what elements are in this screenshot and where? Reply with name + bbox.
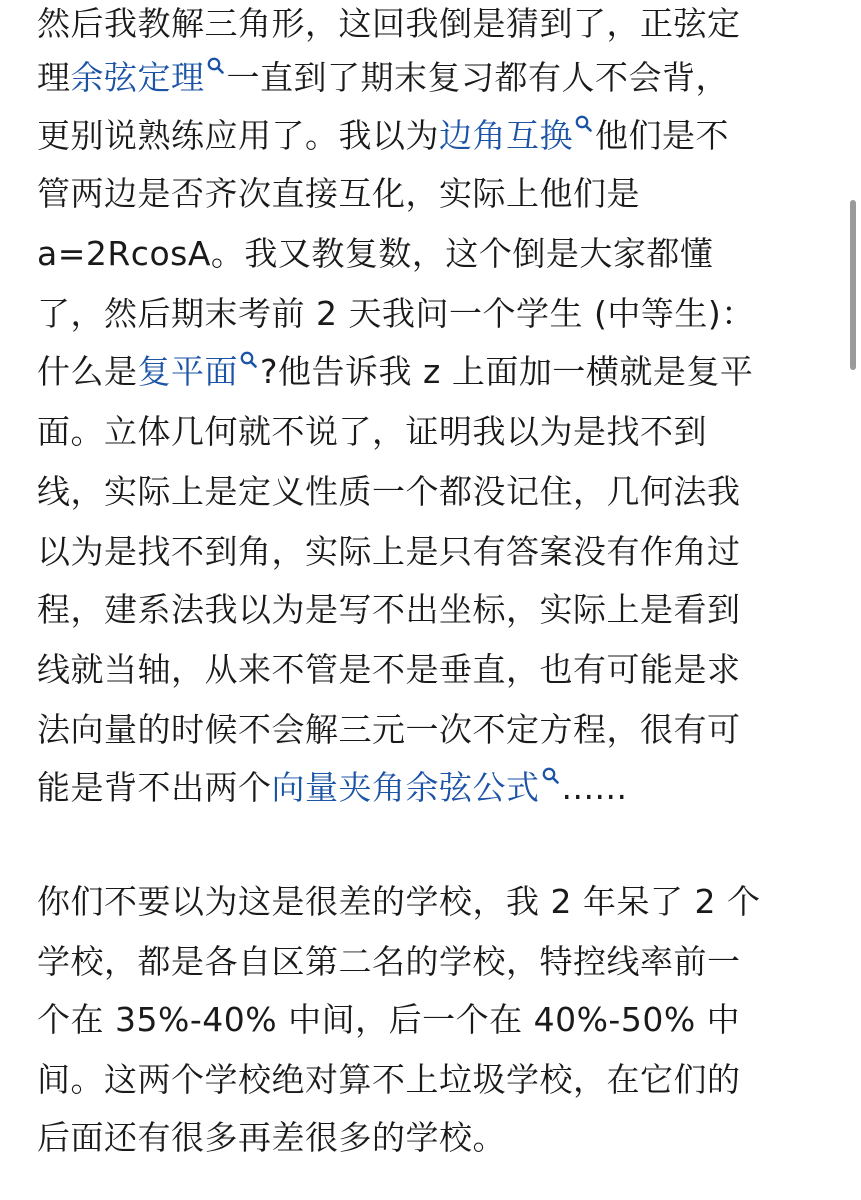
- text-span: 面。立体几何就不说了，证明我以为是找不到: [37, 412, 707, 451]
- text-line: [37, 872, 760, 932]
- search-icon[interactable]: [239, 350, 259, 370]
- text-span: 什么是: [37, 352, 138, 391]
- text-span: ......: [561, 768, 628, 807]
- text-line: [37, 990, 740, 1050]
- text-span: 能是背不出两个: [37, 768, 272, 807]
- text-line: [37, 932, 741, 992]
- text-line: [37, 700, 741, 760]
- keyword-link-vector-angle-cosine-formula[interactable]: 向量夹角余弦公式: [271, 768, 540, 807]
- text-span: 后面还有很多再差很多的学校。: [37, 1118, 506, 1157]
- text-span: 了，然后期末考前 2 天我问一个学生 (中等生)：: [37, 294, 755, 333]
- text-span: 然后我教解三角形，这回我倒是猜到了，正弦定: [37, 4, 741, 43]
- text-line: [37, 106, 729, 166]
- text-span: 他们是不: [595, 116, 729, 155]
- text-span: 线，实际上是定义性质一个都没记住，几何法我: [37, 472, 741, 511]
- text-span: 个在 35%-40% 中间，后一个在 40%-50% 中: [37, 1000, 741, 1039]
- text-span: 理: [37, 58, 71, 97]
- text-line: [37, 48, 729, 108]
- text-span: 线就当轴，从来不管是不是垂直，也有可能是求: [37, 650, 741, 689]
- text-line: [37, 284, 755, 344]
- keyword-link-complex-plane[interactable]: 复平面: [137, 352, 238, 391]
- text-line: [37, 758, 627, 818]
- text-line: [37, 1108, 506, 1168]
- text-line: [37, 640, 741, 700]
- text-line: [37, 342, 753, 402]
- text-line: [37, 462, 741, 522]
- keyword-link-edge-angle-conversion[interactable]: 边角互换: [439, 116, 573, 155]
- text-line: [37, 224, 713, 284]
- vertical-scrollbar[interactable]: [850, 200, 856, 370]
- text-span: 学校，都是各自区第二名的学校，特控线率前一: [37, 942, 741, 981]
- text-span: 一直到了期末复习都有人不会背，: [226, 58, 729, 97]
- text-span: 你们不要以为这是很差的学校，我 2 年呆了 2 个: [37, 882, 761, 921]
- text-line: [37, 0, 741, 54]
- text-span: 更别说熟练应用了。我以为: [37, 116, 439, 155]
- text-span: ?他告诉我 z 上面加一横就是复平: [260, 352, 754, 391]
- keyword-link-cosine-theorem[interactable]: 余弦定理: [70, 58, 205, 97]
- text-line: [37, 580, 741, 640]
- text-span: 程，建系法我以为是写不出坐标，实际上是看到: [37, 590, 741, 629]
- text-span: a=2RcosA。我又教复数，这个倒是大家都懂: [37, 234, 714, 273]
- text-line: [37, 164, 640, 224]
- text-span: 法向量的时候不会解三元一次不定方程，很有可: [37, 710, 741, 749]
- text-line: [37, 522, 741, 582]
- text-span: 以为是找不到角，实际上是只有答案没有作角过: [37, 532, 741, 571]
- text-line: [37, 402, 707, 462]
- search-icon[interactable]: [574, 114, 594, 134]
- search-icon[interactable]: [206, 56, 226, 76]
- search-icon[interactable]: [541, 766, 561, 786]
- text-span: 管两边是否齐次直接互化，实际上他们是: [37, 174, 640, 213]
- text-span: 间。这两个学校绝对算不上垃圾学校，在它们的: [37, 1060, 741, 1099]
- text-line: [37, 1050, 741, 1110]
